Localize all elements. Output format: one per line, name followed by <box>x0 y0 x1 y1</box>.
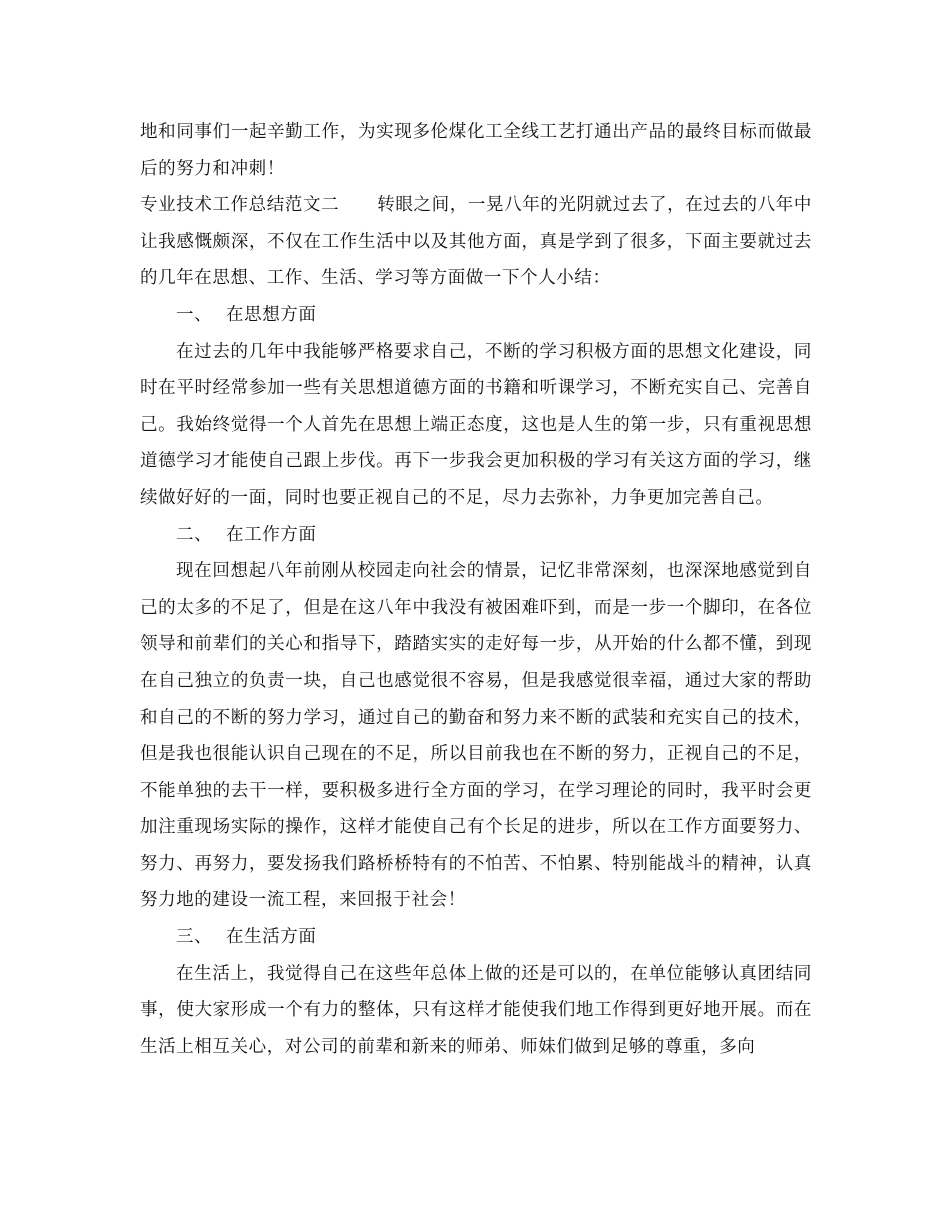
heading-work <box>140 517 812 554</box>
intro-tail-paragraph: 地和同事们一起辛勤工作，为实现多伦煤化工全线工艺打通出产品的最终目标而做最后的努力和冲刺！ <box>140 122 812 179</box>
section-intro-text: 转眼之间，一晃八年的光阴就过去了，在过去的八年中让我感慨颇深，不仅在工作生活中以及其他方面，真是学到了很多，下面主要就过去的几年在思想、工作、生活、学习等方面做一下个人小结： <box>140 195 812 289</box>
section-title: 专业技术工作总结范文二 <box>140 195 340 216</box>
heading-life <box>140 919 812 956</box>
document-body <box>140 114 812 1065</box>
section-intro-paragraph <box>140 187 812 297</box>
heading-number: 二、 <box>176 524 213 545</box>
paragraph-work: 现在回想起八年前刚从校园走向社会的情景，记忆非常深刻，也深深地感觉到自己的太多的不足了，但是在这八年中我没有被困难吓到，而是一步一个脚印，在各位领导和前辈们的关心和指导下，踏踏实实的走好每一步，从开始的什么都不懂，到现在自己独立的负责一块，自己也感觉很不容易，但是我感觉很幸福，通过大家的帮助和自己的不断的努力学习，通过自己的勤奋和努力来不断的武装和充实自己的技术，但是我也很能认识自己现在的不足，所以目前我也在不断的努力，正视自己的不足，不能单独的去干一样，要积极多进行全方面的学习，在学习理论的同时，我平时会更加注重现场实际的操作，这样才能使自己有个长足的进步，所以在工作方面要努力、努力、再努力，要发扬我们路桥桥特有的不怕苦、不怕累、特别能战斗的精神，认真努力地的建设一流工程，来回报于社会！ <box>140 561 812 911</box>
heading-number: 三、 <box>176 927 213 948</box>
paragraph-life: 在生活上，我觉得自己在这些年总体上做的还是可以的，在单位能够认真团结同事，使大家形成一个有力的整体，只有这样才能使我们地工作得到更好地开展。而在生活上相互关心，对公司的前辈和新来的师弟、师妹们做到足够的尊重，多向 <box>140 963 812 1057</box>
paragraph-thought: 在过去的几年中我能够严格要求自己，不断的学习积极方面的思想文化建设，同时在平时经常参加一些有关思想道德方面的书籍和听课学习，不断充实自己、完善自己。我始终觉得一个人首先在思想上端正态度，这也是人生的第一步，只有重视思想道德学习才能使自己跟上步伐。再下一步我会更加积极的学习有关这方面的学习，继续做好好的一面，同时也要正视自己的不足，尽力去弥补，力争更加完善自己。 <box>140 341 812 508</box>
heading-text: 在生活方面 <box>226 927 317 948</box>
heading-text: 在工作方面 <box>226 524 317 545</box>
heading-text: 在思想方面 <box>226 304 317 325</box>
heading-number: 一、 <box>176 304 213 325</box>
heading-thought <box>140 297 812 334</box>
